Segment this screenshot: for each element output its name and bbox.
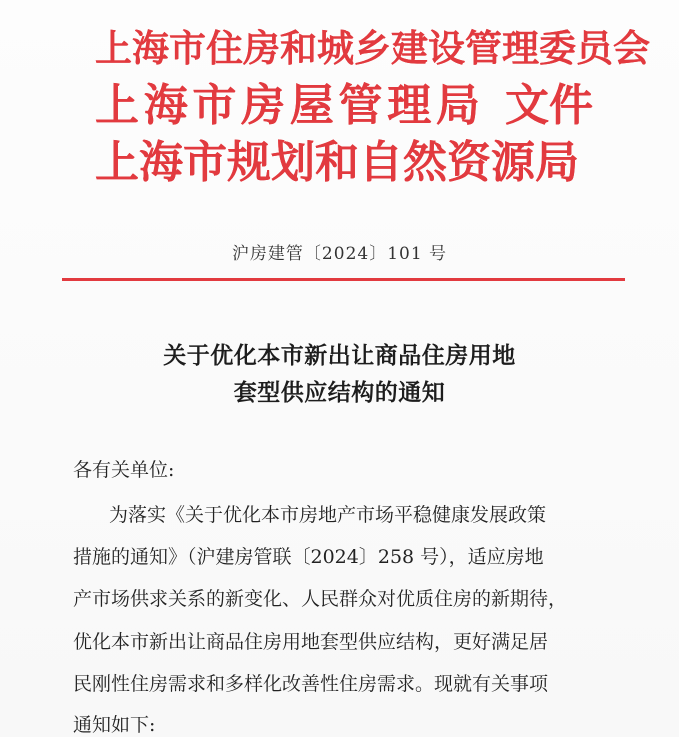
notice-title-line-1: 关于优化本市新出让商品住房用地 [163,343,516,369]
issuer-char: 房 [241,80,286,131]
body-line: 民刚性住房需求和多样化改善性住房需求。现就有关事项 [73,673,549,695]
issuer-char: 管 [338,80,383,131]
issuer-char: 源 [491,137,535,188]
issuer-char: 然 [403,137,447,188]
body-line: 通知如下: [73,714,156,736]
issuer-char: 屋 [289,80,334,131]
body-line: 措施的通知》（沪建房管联〔2024〕258 号），适应房地 [73,546,544,568]
issuer-char: 自 [359,137,403,188]
issuer-char: 市 [192,80,237,131]
issuer-char: 资 [447,137,491,188]
salutation: 各有关单位: [73,459,175,481]
issuer-char: 局 [435,80,480,131]
issuer-char: 海 [143,80,188,131]
issuer-char: 上 [95,80,139,131]
issuer-char: 市 [183,137,227,188]
body-line: 产市场供求关系的新变化、人民群众对优质住房的新期待， [73,588,568,610]
issuer-char: 海 [139,137,183,188]
issuer-char: 上 [95,137,139,188]
issuer-housing-construction-commission: 上海市住房和城乡建设管理委员会 [95,27,650,70]
body-line: 优化本市新出让商品住房用地套型供应结构，更好满足居 [73,631,549,653]
red-divider [62,278,625,281]
issuer-char: 和 [315,137,359,188]
issuer-char: 理 [387,80,432,131]
issuer-char: 规 [227,137,271,188]
issuer-planning-resources-line [95,137,579,188]
body-line: 为落实《关于优化本市房地产市场平稳健康发展政策 [109,504,547,526]
notice-title-line-2: 套型供应结构的通知 [233,380,446,406]
issuer-housing-authority-line [95,80,605,131]
issuer-char: 划 [271,137,315,188]
issuer-char: 局 [535,137,579,188]
issuer-planning-resources [95,137,579,188]
document-number: 沪房建管〔2024〕101 号 [231,244,448,264]
issuer-housing-authority [95,80,480,131]
document-label: 文件 [505,80,593,131]
